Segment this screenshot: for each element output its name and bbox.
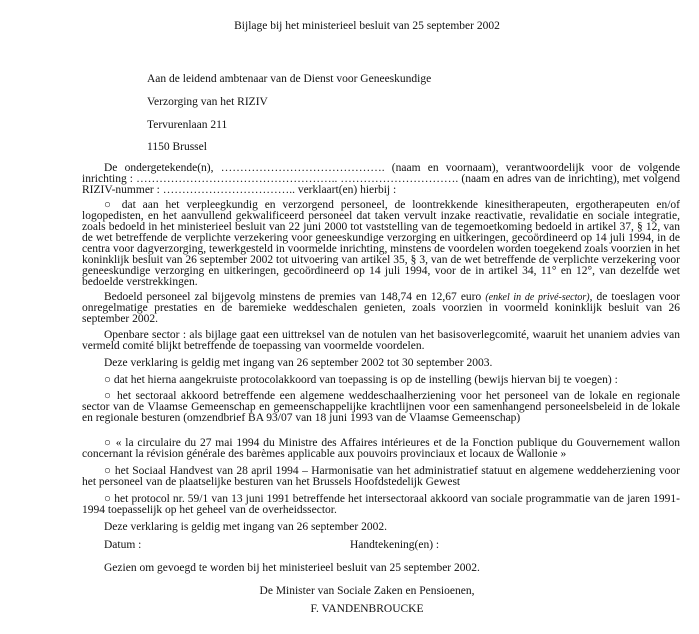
- signature-label: Handtekening(en) :: [350, 539, 440, 551]
- date-label: Datum :: [104, 539, 142, 551]
- public-sector-paragraph: Openbare sector : als bijlage gaat een uittreksel van de notulen van het basisoverlegcomité, waaruit het unaniem advies van vermeld comité blijkt betreffende de toepassing van voormelde voordelen.: [82, 329, 680, 352]
- protocol-intro-paragraph: ○ dat het hierna aangekruiste protocolakkoord van toepassing is op de instelling (bewijs hiervan bij te voegen) :: [104, 374, 618, 386]
- address-line-city: 1150 Brussel: [147, 141, 207, 153]
- date-signature-row: [104, 539, 440, 551]
- intro-paragraph: De ondergetekende(n), ……………………………………. (naam en voornaam), verantwoordelijk voor de volgende inrichting : …………………………………………….. …………………………. (naam en adres van de inrichting), met volgend RIZIV-nummer : …………………………….. verklaart(en) hierbij :: [82, 162, 680, 196]
- protocol-option-federal: ○ het protocol nr. 59/1 van 13 juni 1991 betreffende het intersectoraal akkoord van sociale programmatie van de jaren 1991-1994 toepasselijk op het geheel van de overheidssector.: [82, 493, 680, 516]
- protocol-option-walloon: ○ « la circulaire du 27 mai 1994 du Ministre des Affaires intérieures et de la Fonction publique du Gouvernement wallon concernant la révision générale des barèmes applicable aux pouvoirs provinciaux et locaux de Wallonie »: [82, 437, 680, 460]
- minister-name: F. VANDENBROUCKE: [310, 603, 424, 615]
- private-sector-note: (enkel in de privé-sector): [485, 292, 590, 303]
- protocol-option-flemish: ○ het sectoraal akkoord betreffende een algemene weddeschaalherziening voor het personeel van de lokale en regionale sector van de Vlaamse Gemeenschap en gemeenschappelijke krachtlijnen voor een samenhangend personeelsbeleid in de lokale en regionale besturen (omzendbrief BA 93/07 van 18 juni 1993 van de Vlaamse Gemeenschap): [82, 390, 680, 424]
- validity-until-paragraph: Deze verklaring is geldig met ingang van 26 september 2002 tot 30 september 2003.: [104, 357, 493, 369]
- premiums-text-end: , de toeslagen voor onregelmatige prestaties en de baremieke weddeschalen genieten, zoals voorzien in voormeld koninklijk besluit van 26 september 2002.: [82, 291, 680, 325]
- premiums-paragraph: [82, 292, 680, 325]
- address-line-street: Tervurenlaan 211: [147, 119, 228, 131]
- validity-from-paragraph: Deze verklaring is geldig met ingang van 26 september 2002.: [104, 521, 387, 533]
- minister-title: De Minister van Sociale Zaken en Pensioenen,: [259, 585, 475, 597]
- clause-personnel-benefits: ○ dat aan het verpleegkundig en verzorgend personeel, de loontrekkende kinesitherapeuten, ergotherapeuten en/of logopedisten, en het aanvullend gekwalificeerd personeel dat taken vervult inzake reactivatie, revalidatie en sociale integratie, zoals bedoeld in het ministerieel besluit van 22 juni 2000 tot vaststelling van de tegemoetkoming bedoeld in artikel 37, § 12, van de wet betreffende de verplichte verzekering voor geneeskundige verzorging en uitkeringen, gecoördineerd op 14 juli 1994, in de centra voor dagverzorging, tewerkgesteld in voormelde inrichting, minstens de voordelen worden toegekend zoals voorzien in het koninklijk besluit van 26 september 2002 tot uitvoering van artikel 35, § 3, van de wet betreffende de verplichte verzekering voor geneeskundige verzorging en uitkeringen, gecoördineerd op 14 juli 1994, voor de in artikel 34, 11° en 12°, van dezelfde wet bedoelde verstrekkingen.: [82, 199, 680, 288]
- protocol-option-brussels: ○ het Sociaal Handvest van 28 april 1994 – Harmonisatie van het administratief statuut en algemene weddeherziening voor het personeel van de plaatselijke besturen van het Brussels Hoofdstedelijk Gewest: [82, 465, 680, 488]
- address-line-recipient: Aan de leidend ambtenaar van de Dienst voor Geneeskundige: [147, 73, 432, 85]
- premiums-text-start: Bedoeld personeel zal bijgevolg minstens de premies van 148,74 en 12,67 euro: [104, 291, 486, 303]
- address-line-service: Verzorging van het RIZIV: [147, 96, 268, 108]
- document-header: Bijlage bij het ministerieel besluit van 25 september 2002: [234, 20, 500, 32]
- approval-paragraph: Gezien om gevoegd te worden bij het ministerieel besluit van 25 september 2002.: [104, 562, 480, 574]
